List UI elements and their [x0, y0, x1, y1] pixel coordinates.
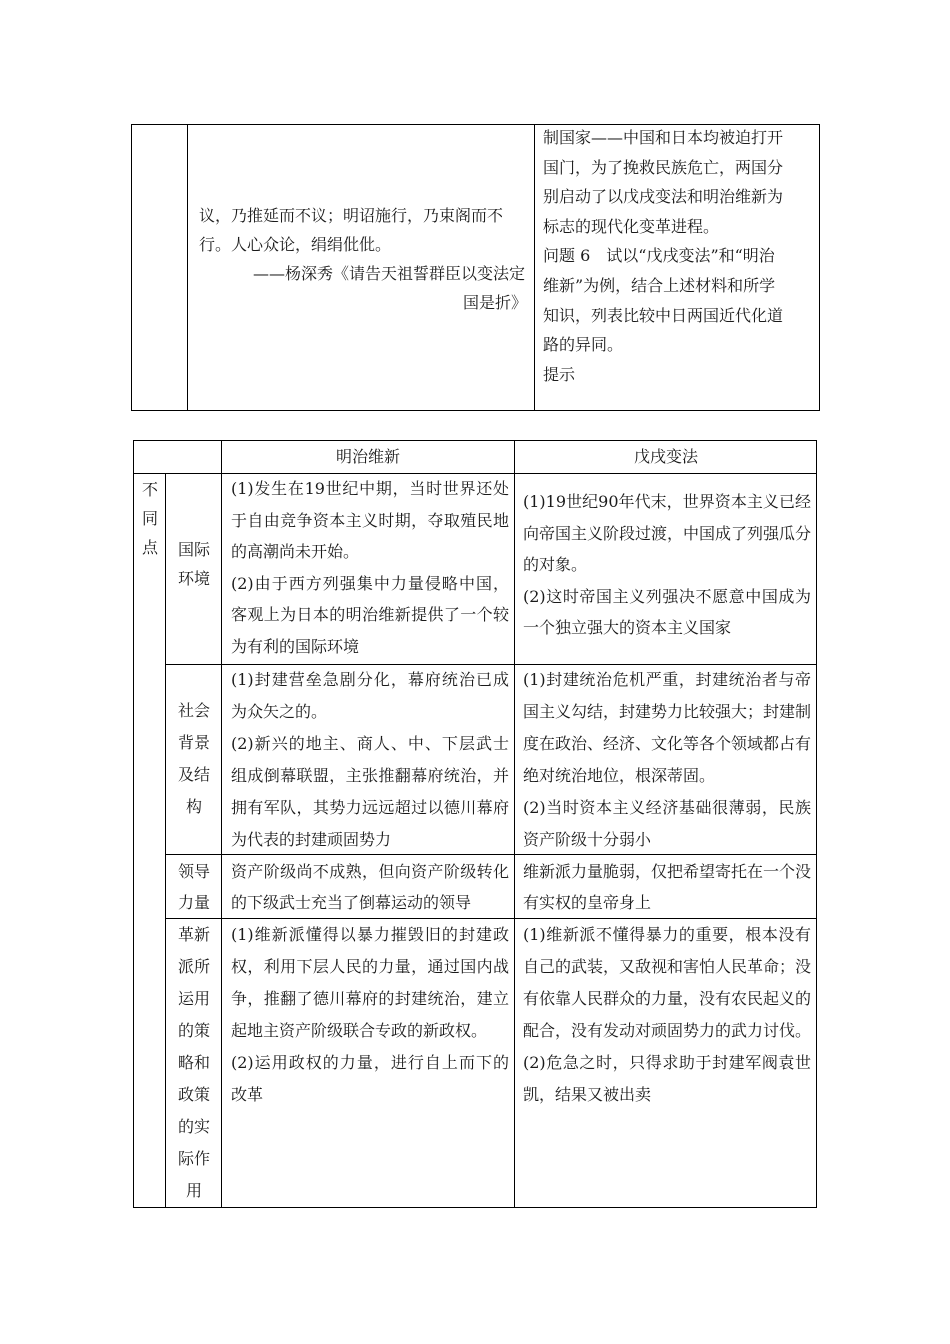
quote-line: 行。人心众论，绢绢仳仳。: [199, 235, 392, 254]
question-6: 问题 6 试以“戊戌变法”和“明治: [543, 246, 775, 266]
quote-attribution: ——杨深秀《请告天祖誓群臣以变法定: [252, 264, 525, 283]
comparison-table: [133, 440, 817, 1208]
row-label-international: 国际环境: [177, 540, 210, 588]
question-text: [543, 123, 815, 389]
meiji-social: (1)封建营垒急剧分化，幕府统治已成为众矢之的。 (2)新兴的地主、商人、中、下层武士组成倒幕联盟，主张推翻幕府统治，并拥有军队，其势力远远超过以德川幕府为代表的封建顽固势力: [231, 670, 509, 849]
wuxu-leadership: 维新派力量脆弱，仅把希望寄托在一个没有实权的皇帝身上: [523, 862, 812, 912]
quote-text: [199, 201, 527, 317]
text-line: 国门，为了挽救民族危亡，两国分: [543, 157, 784, 177]
group-label-differences: 不同点: [141, 480, 158, 557]
col-divider-label: [221, 441, 222, 1207]
text-line: 标志的现代化变革进程。: [543, 216, 720, 236]
text-line: 路的异同。: [543, 335, 624, 355]
meiji-international: (1)发生在19世纪中期，当时世界还处于自由竞争资本主义时期，夺取殖民地的高潮尚未开始。 (2)由于西方列强集中力量侵略中国，客观上为日本的明治维新提供了一个较为有利的国际环境: [231, 479, 509, 656]
header-meiji: 明治维新: [335, 447, 400, 466]
row-label-strategy: 革新派所运用的策略和政策的实际作用: [177, 925, 210, 1200]
quote-line: 议，乃推延而不议；明诏施行，乃束阁而不: [199, 206, 504, 225]
row-label-leadership: 领导力量: [177, 862, 210, 912]
text-line: 别启动了以戊戌变法和明治维新为: [543, 187, 784, 207]
wuxu-international: (1)19世纪90年代末，世界资本主义已经向帝国主义阶段过渡，中国成了列强瓜分的对象。 (2)这时帝国主义列强决不愿意中国成为一个独立强大的资本主义国家: [523, 492, 812, 637]
meiji-strategy: (1)维新派懂得以暴力摧毁旧的封建政权，利用下层人民的力量，通过国内战争，推翻了德川幕府的封建统治，建立起地主资产阶级联合专政的新政权。 (2)运用政权的力量，进行自上而下的改革: [231, 925, 509, 1104]
header-wuxu: 戊戌变法: [633, 447, 698, 466]
top-divider-1: [187, 125, 188, 410]
text-line: 制国家——中国和日本均被迫打开: [543, 128, 784, 147]
row-label-social: 社会背景及结构: [177, 701, 210, 816]
text-line: 知识，列表比较中日两国近代化道: [543, 305, 784, 325]
hint-label: 提示: [543, 364, 576, 384]
top-table: [131, 124, 820, 411]
top-divider-2: [534, 125, 535, 410]
meiji-leadership: 资产阶级尚不成熟，但向资产阶级转化的下级武士充当了倒幕运动的领导: [231, 862, 509, 912]
col-divider-middle: [514, 441, 515, 1207]
wuxu-social: (1)封建统治危机严重，封建统治者与帝国主义勾结，封建势力比较强大；封建制度在政治、经济、文化等各个领域都占有绝对统治地位，根深蒂固。 (2)当时资本主义经济基础很薄弱，民族资产阶级十分弱小: [523, 670, 812, 849]
col-divider-group: [165, 473, 166, 1207]
wuxu-strategy: (1)维新派不懂得暴力的重要，根本没有自己的武装，又敌视和害怕人民革命；没有依靠人民群众的力量，没有农民起义的配合，没有发动对顽固势力的武力讨伐。 (2)危急之时，只得求助于封建军阀袁世凯，结果又被出卖: [523, 925, 812, 1104]
text-line: 维新”为例，结合上述材料和所学: [543, 275, 776, 295]
quote-attribution: 国是折》: [462, 293, 527, 312]
